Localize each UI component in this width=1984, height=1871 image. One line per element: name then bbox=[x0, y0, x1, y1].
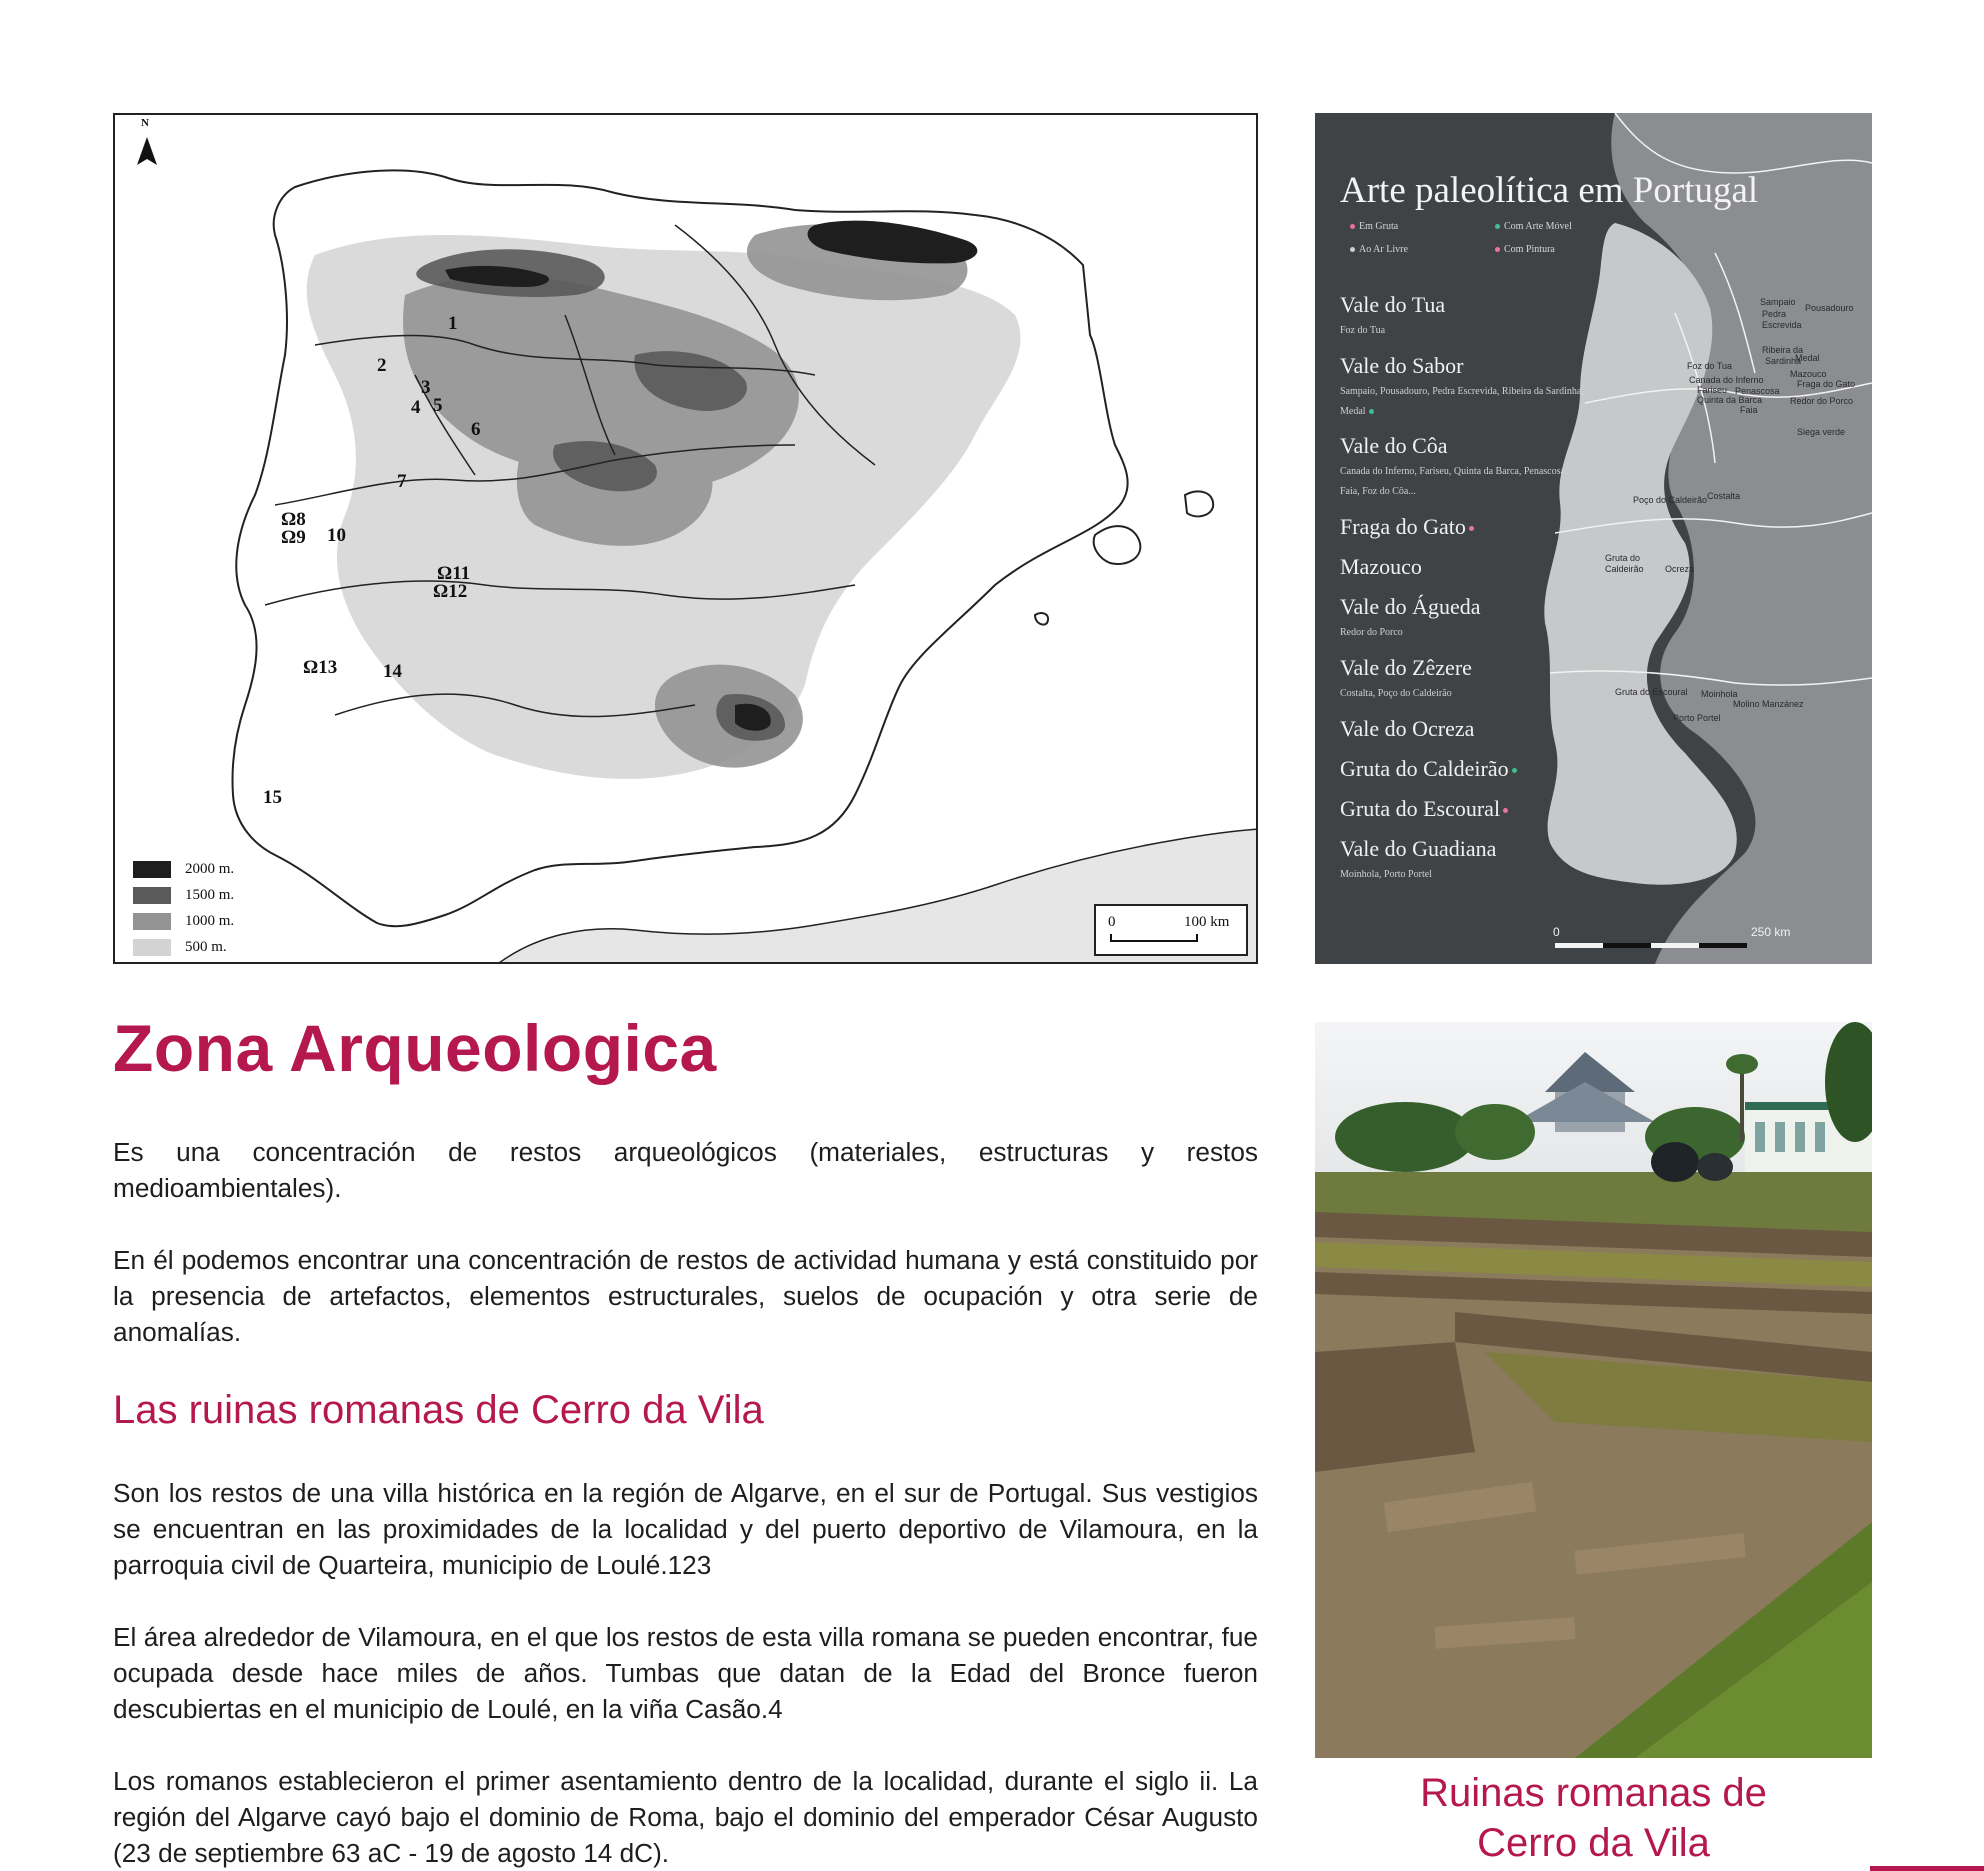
site-vale-do-zezere-sub: Costalta, Poço do Caldeirão bbox=[1340, 688, 1452, 699]
corner-accent-rule bbox=[1870, 1866, 1984, 1871]
photo-caption bbox=[1315, 1768, 1872, 1868]
site-vale-do-tua: Vale do Tua bbox=[1340, 292, 1446, 317]
site-label-6: 6 bbox=[471, 419, 481, 440]
place-pousadouro: Pousadouro bbox=[1805, 303, 1854, 313]
body-paragraph-3: Los romanos establecieron el primer asentamiento dentro de la localidad, durante el siglo ii. La región del Algarve cayó bajo el dominio de Roma, bajo el dominio del emperador César Augusto (23 de septiembre 63 aC - 19 de agosto 14 dC). bbox=[113, 1766, 1258, 1868]
north-arrow-icon bbox=[137, 137, 157, 165]
portugal-map-title: Arte paleolítica em Portugal bbox=[1340, 170, 1759, 211]
place-fariseu: Fariseu bbox=[1697, 385, 1728, 395]
legend-text: Ao Ar Livre bbox=[1359, 244, 1408, 255]
legend-swatch bbox=[133, 861, 171, 878]
pt-scale-bar bbox=[1555, 943, 1747, 948]
site-mazouco: Mazouco bbox=[1340, 554, 1422, 579]
place-redor: Redor do Porco bbox=[1790, 396, 1854, 406]
place-ocreza: Ocreza bbox=[1665, 564, 1695, 574]
site-label-9: Ω9 bbox=[281, 527, 306, 548]
sub-text: Medal bbox=[1340, 406, 1366, 417]
site-fraga-do-gato bbox=[1340, 514, 1474, 540]
green-dot-icon bbox=[1512, 768, 1517, 773]
intro-paragraph-2: En él podemos encontrar una concentración de restos de actividad humana y está constituido por la presencia de artefactos, elementos estructurales, suelos de ocupación y otra serie de anomalías. bbox=[113, 1245, 1258, 1347]
site-label-15: 15 bbox=[263, 787, 282, 808]
green-dot-icon bbox=[1369, 409, 1374, 414]
place-porto-portel: Porto Portel bbox=[1673, 713, 1721, 723]
site-label-3: 3 bbox=[421, 377, 431, 398]
place-siega: Siega verde bbox=[1797, 427, 1846, 437]
pink-dot-icon bbox=[1495, 247, 1500, 252]
legend-1500 bbox=[133, 884, 234, 906]
site-text: Gruta do Caldeirão bbox=[1340, 756, 1509, 781]
place-escoural: Gruta do Escoural bbox=[1615, 687, 1688, 697]
legend-2000 bbox=[133, 858, 234, 880]
site-vale-do-coa-sub2: Faia, Foz do Côa... bbox=[1340, 486, 1416, 497]
site-vale-do-coa: Vale do Côa bbox=[1340, 433, 1448, 458]
site-vale-do-sabor-sub2 bbox=[1340, 406, 1374, 417]
place-gruta: Gruta do bbox=[1605, 553, 1641, 563]
site-gruta-do-caldeirao bbox=[1340, 756, 1517, 782]
ruins-photo-graphic bbox=[1315, 1022, 1872, 1758]
legend-label: 2000 m. bbox=[185, 860, 235, 877]
body-paragraph-2: El área alrededor de Vilamoura, en el que los restos de esta villa romana se pueden encontrar, fue ocupada desde hace miles de años. Tumbas que datan de la Edad del Bronce fueron descubiertas en el municipio de Loulé, en la viña Casão.4 bbox=[113, 1622, 1258, 1724]
legend-com-arte-movel bbox=[1495, 221, 1572, 232]
legend-label: 500 m. bbox=[185, 938, 227, 955]
legend-swatch bbox=[133, 939, 171, 956]
caption-line-1: Ruinas romanas de bbox=[1420, 1771, 1767, 1815]
place-poco: Poço do Caldeirão bbox=[1633, 495, 1708, 505]
site-vale-do-tua-sub: Foz do Tua bbox=[1340, 325, 1386, 336]
site-label-10: 10 bbox=[327, 525, 346, 546]
map-scale-bar bbox=[1094, 904, 1248, 956]
legend-swatch bbox=[133, 913, 171, 930]
scale-tick bbox=[1196, 934, 1198, 942]
site-vale-do-zezere: Vale do Zêzere bbox=[1340, 655, 1472, 680]
caption-line-2: Cerro da Vila bbox=[1477, 1821, 1710, 1865]
site-label-4: 4 bbox=[411, 397, 421, 418]
site-label-2: 2 bbox=[377, 355, 387, 376]
site-label-13: Ω13 bbox=[303, 657, 338, 678]
site-label-5: 5 bbox=[433, 395, 443, 416]
place-moinhola: Moinhola bbox=[1701, 689, 1738, 699]
body-paragraph-1: Son los restos de una villa histórica en la región de Algarve, en el sur de Portugal. Sus vestigios se encuentran en las proximidades de la localidad y del puerto deportivo de Vilamoura, en la parroquia civil de Quarteira, municipio de Loulé.123 bbox=[113, 1478, 1258, 1580]
place-molino: Molino Manzánez bbox=[1733, 699, 1804, 709]
legend-text: Com Pintura bbox=[1504, 244, 1555, 255]
legend-label: 1000 m. bbox=[185, 912, 235, 929]
place-fraga: Fraga do Gato bbox=[1797, 379, 1856, 389]
site-label-12: Ω12 bbox=[433, 581, 468, 602]
place-sampaio: Sampaio bbox=[1760, 297, 1796, 307]
scale-end: 100 km bbox=[1184, 914, 1230, 930]
legend-swatch bbox=[133, 887, 171, 904]
ruins-photo bbox=[1315, 1022, 1872, 1758]
place-costalta: Costalta bbox=[1707, 491, 1741, 501]
site-vale-do-sabor: Vale do Sabor bbox=[1340, 353, 1464, 378]
section-subheading: Las ruinas romanas de Cerro da Vila bbox=[113, 1388, 764, 1432]
site-vale-do-agueda-sub: Redor do Porco bbox=[1340, 627, 1403, 638]
pt-scale-end: 250 km bbox=[1751, 925, 1791, 939]
site-vale-do-sabor-sub: Sampaio, Pousadouro, Pedra Escrevida, Ribeira da Sardinha, bbox=[1340, 386, 1584, 397]
portugal-rock-art-map bbox=[1315, 113, 1872, 964]
site-text: Fraga do Gato bbox=[1340, 514, 1466, 539]
north-label: N bbox=[141, 117, 149, 129]
intro-paragraph-1: Es una concentración de restos arqueológicos (materiales, estructuras y restos medioambientales). bbox=[113, 1137, 1258, 1203]
site-vale-do-ocreza: Vale do Ocreza bbox=[1340, 716, 1475, 741]
place-foz-do-tua: Foz do Tua bbox=[1687, 361, 1733, 371]
place-pedra: Pedra bbox=[1762, 309, 1787, 319]
green-dot-icon bbox=[1495, 224, 1500, 229]
site-vale-do-guadiana: Vale do Guadiana bbox=[1340, 836, 1497, 861]
pink-dot-icon bbox=[1503, 808, 1508, 813]
legend-1000 bbox=[133, 910, 234, 932]
site-vale-do-guadiana-sub: Moinhola, Porto Portel bbox=[1340, 869, 1432, 880]
site-vale-do-agueda: Vale do Águeda bbox=[1340, 594, 1481, 619]
iberia-relief-map bbox=[113, 113, 1258, 964]
legend-ao-ar-livre bbox=[1350, 244, 1408, 255]
place-caldeirao: Caldeirão bbox=[1605, 564, 1644, 574]
page-title: Zona Arqueologica bbox=[113, 1011, 717, 1085]
place-escrevida: Escrevida bbox=[1762, 320, 1802, 330]
grey-dot-icon bbox=[1350, 247, 1355, 252]
scale-start: 0 bbox=[1108, 914, 1116, 930]
scale-line bbox=[1110, 940, 1198, 942]
place-penascosa: Penascosa bbox=[1735, 386, 1780, 396]
pink-dot-icon bbox=[1350, 224, 1355, 229]
scale-tick bbox=[1110, 934, 1112, 942]
place-faia: Faia bbox=[1740, 405, 1758, 415]
place-canada: Canada do Inferno bbox=[1689, 375, 1764, 385]
site-label-14: 14 bbox=[383, 661, 402, 682]
legend-com-pintura bbox=[1495, 244, 1555, 255]
site-text: Gruta do Escoural bbox=[1340, 796, 1501, 821]
pink-dot-icon bbox=[1469, 526, 1474, 531]
legend-label: 1500 m. bbox=[185, 886, 235, 903]
site-vale-do-coa-sub: Canada do Inferno, Fariseu, Quinta da Barca, Penascosa, bbox=[1340, 466, 1568, 477]
site-gruta-do-escoural bbox=[1340, 796, 1508, 822]
place-mazouco: Mazouco bbox=[1790, 369, 1827, 379]
place-quinta: Quinta da Barca bbox=[1697, 395, 1763, 405]
site-label-11: Ω11 bbox=[437, 563, 471, 584]
pt-scale-start: 0 bbox=[1553, 925, 1560, 939]
legend-text: Com Arte Móvel bbox=[1504, 221, 1572, 232]
place-medal: Medal bbox=[1795, 353, 1820, 363]
legend-text: Em Gruta bbox=[1359, 221, 1399, 232]
place-ribeira: Ribeira da bbox=[1762, 345, 1804, 355]
site-label-7: 7 bbox=[397, 471, 407, 492]
legend-500 bbox=[133, 936, 227, 958]
legend-em-gruta bbox=[1350, 221, 1398, 232]
place-sardinha: Sardinha bbox=[1765, 356, 1802, 366]
site-label-1: 1 bbox=[448, 313, 458, 334]
site-label-8: Ω8 bbox=[281, 509, 306, 530]
